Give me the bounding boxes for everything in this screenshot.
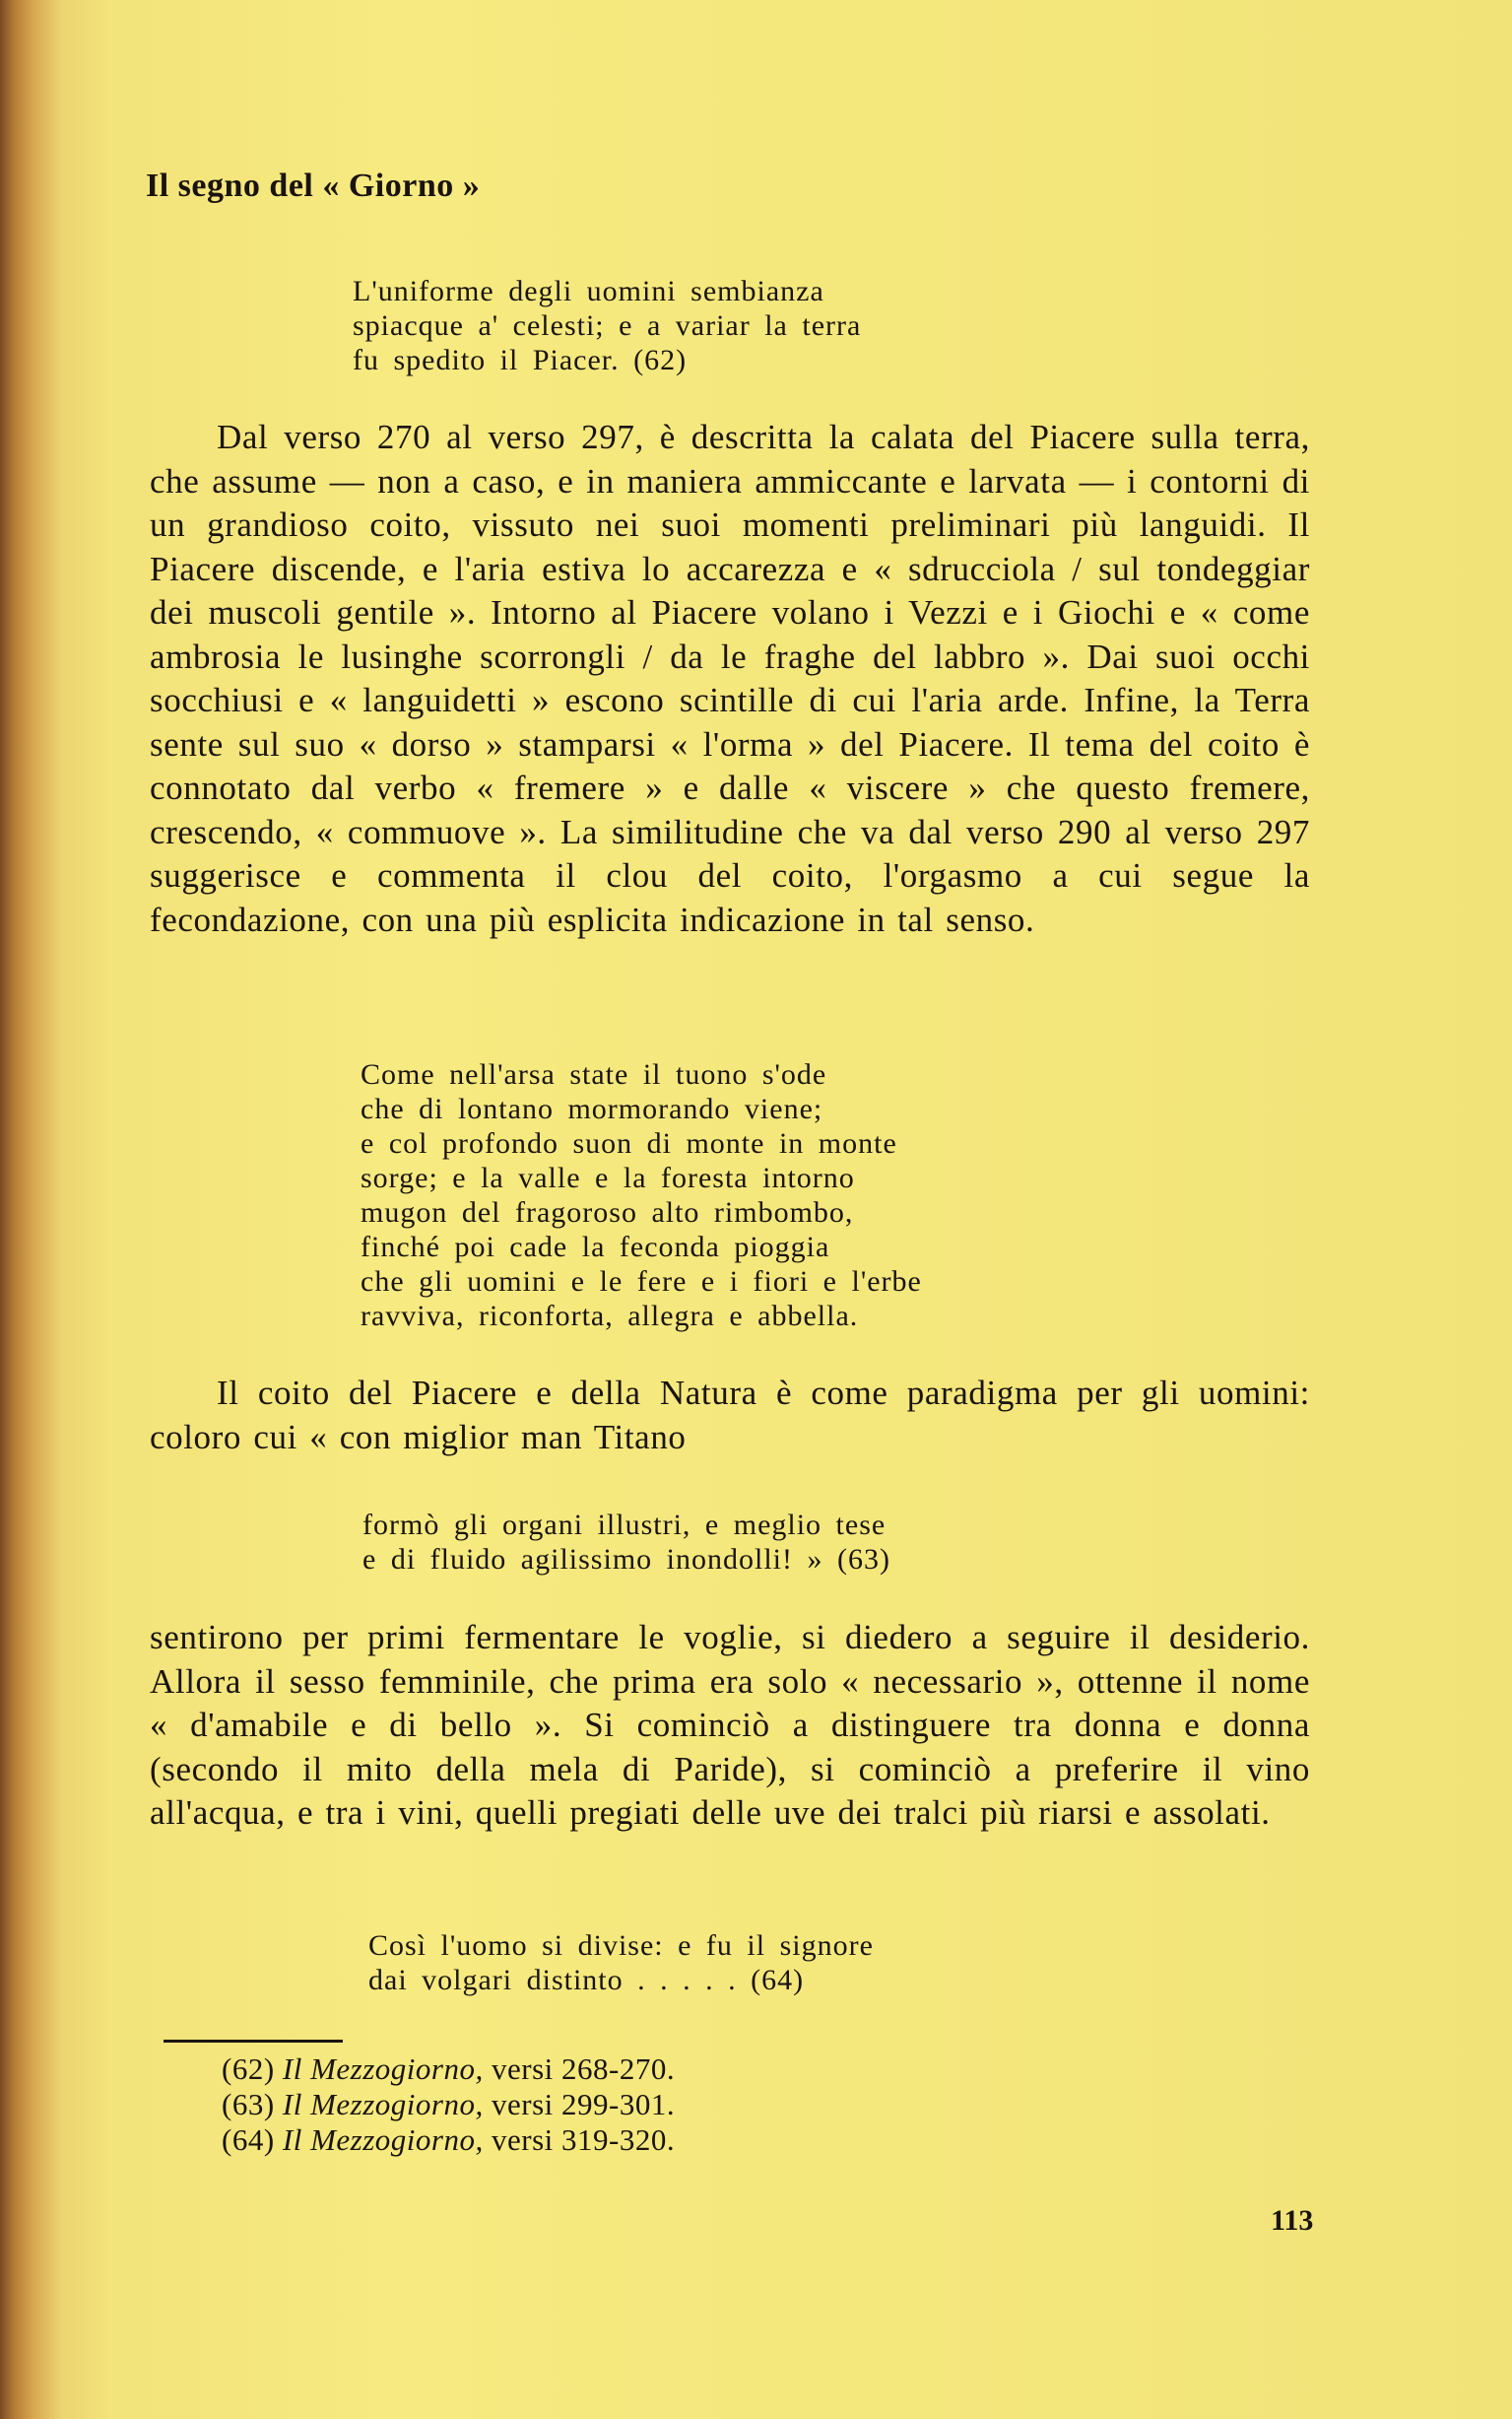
verse-quote-64 [368, 1928, 874, 1997]
section-heading: Il segno del « Giorno » [146, 168, 481, 204]
verse-line: mugon del fragoroso alto rimbombo, [361, 1196, 854, 1229]
footnote-title: Il Mezzogiorno, [282, 2087, 484, 2121]
body-paragraph: Il coito del Piacere e della Natura è come paradigma per gli uomini: coloro cui « con miglior man Titano [150, 1374, 1310, 1456]
footnote-63 [222, 2087, 675, 2122]
verse-line: che gli uomini e le fere e i fiori e l'erbe [361, 1265, 922, 1298]
footnote-reference: versi 299-301. [491, 2087, 676, 2121]
footnote-number: (63) [222, 2087, 275, 2121]
footnote-title: Il Mezzogiorno, [282, 2051, 484, 2086]
verse-line: dai volgari distinto . . . . . (64) [368, 1964, 805, 1996]
verse-line: L'uniforme degli uomini sembianza [353, 275, 824, 307]
verse-line: ravviva, riconforta, allegra e abbella. [361, 1300, 859, 1332]
footnotes [222, 2051, 675, 2158]
verse-quote-simile [361, 1057, 922, 1333]
footnote-reference: versi 268-270. [491, 2051, 676, 2086]
verse-line: sorge; e la valle e la foresta intorno [361, 1162, 855, 1194]
verse-line: fu spedito il Piacer. (62) [353, 344, 688, 376]
verse-line: Così l'uomo si divise: e fu il signore [368, 1929, 874, 1962]
footnote-64 [222, 2122, 675, 2158]
verse-quote-63 [362, 1508, 890, 1577]
verse-line: e col profondo suon di monte in monte [361, 1127, 897, 1160]
verse-line: formò gli organi illustri, e meglio tese [362, 1509, 887, 1541]
footnote-62 [222, 2051, 675, 2087]
body-paragraph: Dal verso 270 al verso 297, è descritta la calata del Piacere sulla terra, che assume — non a caso, e in maniera ammiccante e larvata — i contorni di un grandioso coito, vissuto nei suoi momenti preliminari più languidi. Il Piacere discende, e l'aria estiva lo accarezza e « sdrucciola / sul tondeggiar dei muscoli gentile ». Intorno al Piacere volano i Vezzi e i Giochi e « come ambrosia le lusinghe scorrongli / da le fraghe del labbro ». Dai suoi occhi socchiusi e « languidetti » escono scintille di cui l'aria arde. Infine, la Terra sente sul suo « dorso » stamparsi « l'orma » del Piacere. Il tema del coito è connotato dal verbo « fremere » e dalle « viscere » che questo fremere, crescendo, « commuove ». La similitudine che va dal verso 290 al verso 297 suggerisce e commenta il clou del coito, l'orgasmo a cui segue la fecondazione, con una più esplicita indicazione in tal senso. [150, 418, 1310, 939]
page-number: 113 [1271, 2204, 1314, 2237]
verse-line: spiacque a' celesti; e a variar la terra [353, 309, 862, 342]
footnote-title: Il Mezzogiorno, [282, 2122, 484, 2157]
verse-quote-62 [353, 274, 861, 377]
verse-line: e di fluido agilissimo inondolli! » (63) [362, 1543, 890, 1576]
body-paragraph: sentirono per primi fermentare le voglie, si diedero a seguire il desiderio. Allora il sesso femminile, che prima era solo « necessario », ottenne il nome « d'amabile e di bello ». Si cominciò a distinguere tra donna e donna (secondo il mito della mela di Paride), si cominciò a preferire il vino all'acqua, e tra i vini, quelli pregiati delle uve dei tralci più riarsi e assolati. [150, 1618, 1310, 1832]
footnote-number: (64) [222, 2122, 275, 2157]
verse-line: finché poi cade la feconda pioggia [361, 1231, 830, 1263]
footnote-divider [164, 2040, 343, 2043]
footnote-reference: versi 319-320. [491, 2122, 676, 2157]
verse-line: che di lontano mormorando viene; [361, 1093, 823, 1125]
verse-line: Come nell'arsa state il tuono s'ode [361, 1058, 827, 1091]
footnote-number: (62) [222, 2051, 275, 2086]
